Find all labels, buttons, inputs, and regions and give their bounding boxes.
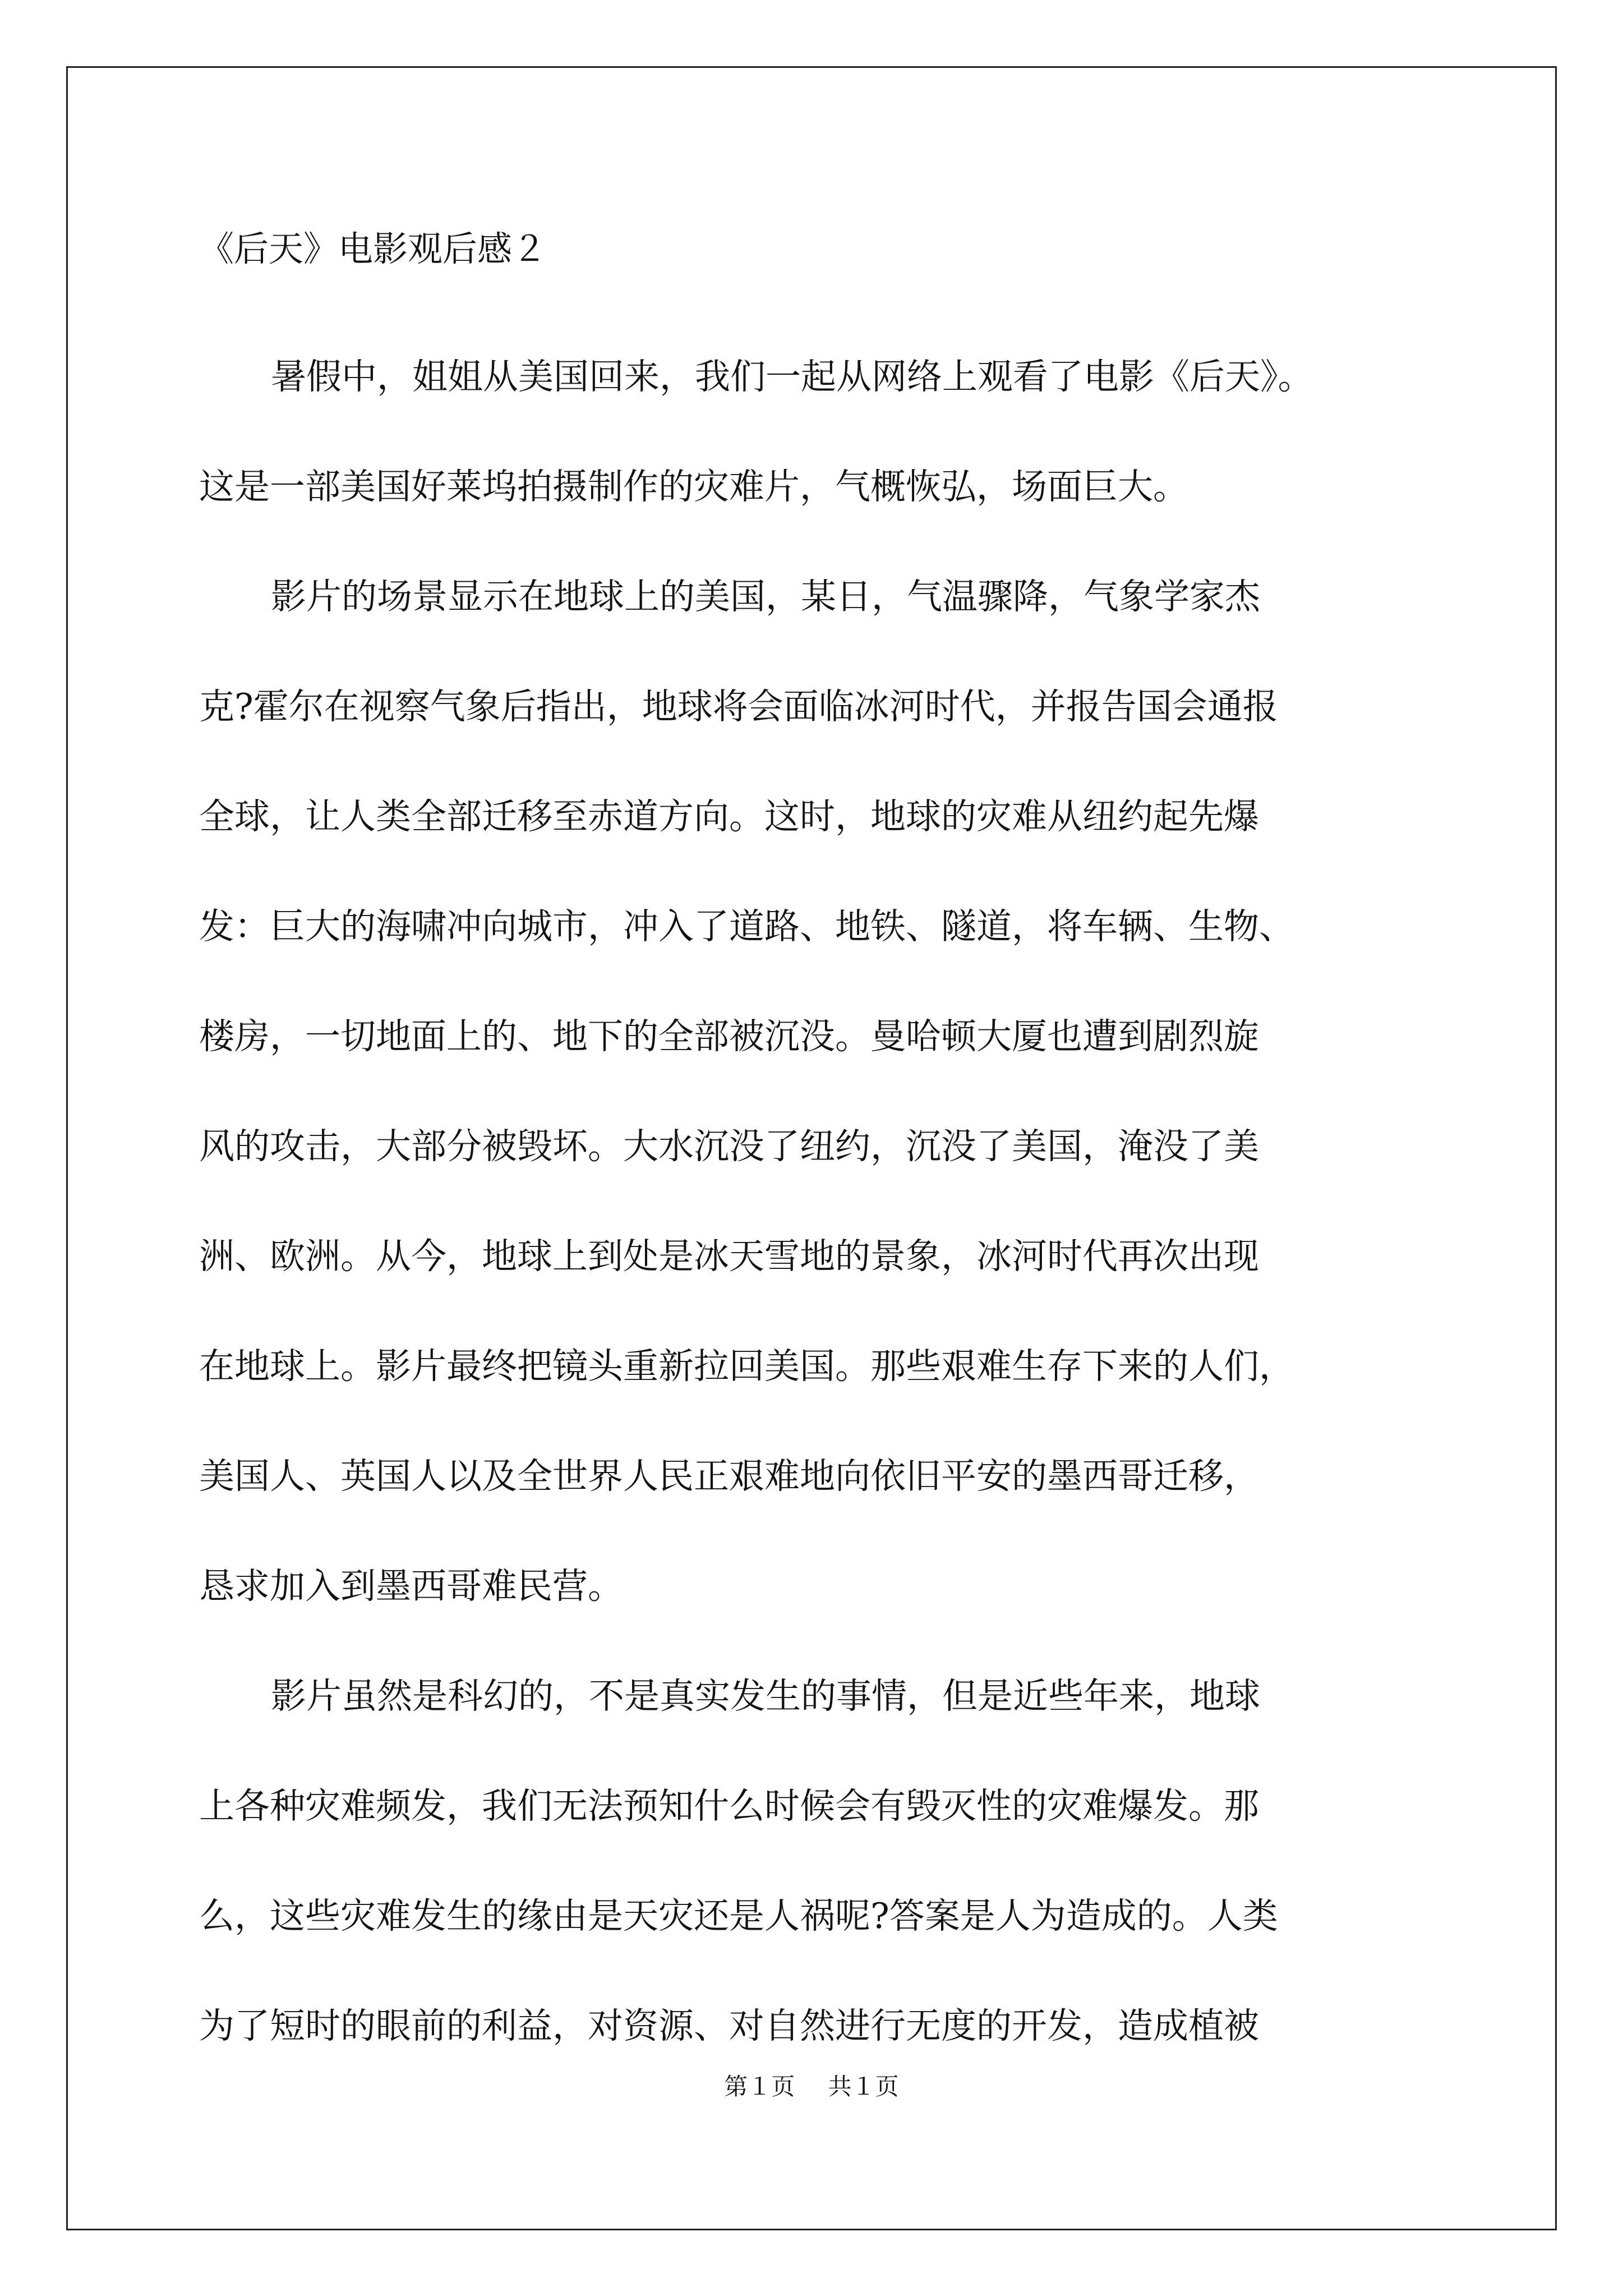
page-footer (0, 2070, 1623, 2104)
text-line: 全球，让人类全部迁移至赤道方向。这时，地球的灾难从纽约起先爆 (199, 796, 1259, 837)
text-line: 上各种灾难频发，我们无法预知什么时候会有毁灭性的灾难爆发。那 (199, 1786, 1259, 1826)
text-line: 楼房，一切地面上的、地下的全部被沉没。曼哈顿大厦也遭到剧烈旋 (199, 1016, 1259, 1057)
text-line: 影片虽然是科幻的，不是真实发生的事情，但是近些年来，地球 (271, 1676, 1260, 1717)
text-line: 影片的场景显示在地球上的美国，某日，气温骤降，气象学家杰 (271, 576, 1260, 617)
text-line: 发：巨大的海啸冲向城市，冲入了道路、地铁、隧道，将车辆、生物、 (199, 906, 1294, 947)
page-number-current: 第１页 (724, 2073, 795, 2100)
page-number-total: 共１页 (828, 2073, 899, 2100)
text-line: 美国人、英国人以及全世界人民正艰难地向依旧平安的墨西哥迁移， (199, 1456, 1259, 1497)
text-line: 洲、欧洲。从今，地球上到处是冰天雪地的景象，冰河时代再次出现 (199, 1236, 1259, 1277)
text-line: 在地球上。影片最终把镜头重新拉回美国。那些艰难生存下来的人们， (199, 1346, 1294, 1387)
text-line: 这是一部美国好莱坞拍摄制作的灾难片，气概恢弘，场面巨大。 (199, 466, 1188, 507)
text-line: 克?霍尔在视察气象后指出，地球将会面临冰河时代，并报告国会通报 (199, 686, 1278, 727)
paragraph-1 (199, 322, 1489, 542)
document-body (199, 213, 1489, 2081)
paragraph-3 (199, 1641, 1489, 2081)
text-line: 风的攻击，大部分被毁坏。大水沉没了纽约，沉没了美国，淹没了美 (199, 1126, 1259, 1167)
paragraph-2 (199, 542, 1489, 1641)
document-title: 《后天》电影观后感２ (199, 228, 547, 269)
text-line: 暑假中，姐姐从美国回来，我们一起从网络上观看了电影《后天》。 (271, 356, 1313, 397)
text-line: 为了短时的眼前的利益，对资源、对自然进行无度的开发，造成植被 (199, 2005, 1259, 2046)
text-line: 恳求加入到墨西哥难民营。 (199, 1566, 623, 1607)
text-line: 么，这些灾难发生的缘由是天灾还是人祸呢?答案是人为造成的。人类 (199, 1895, 1278, 1936)
